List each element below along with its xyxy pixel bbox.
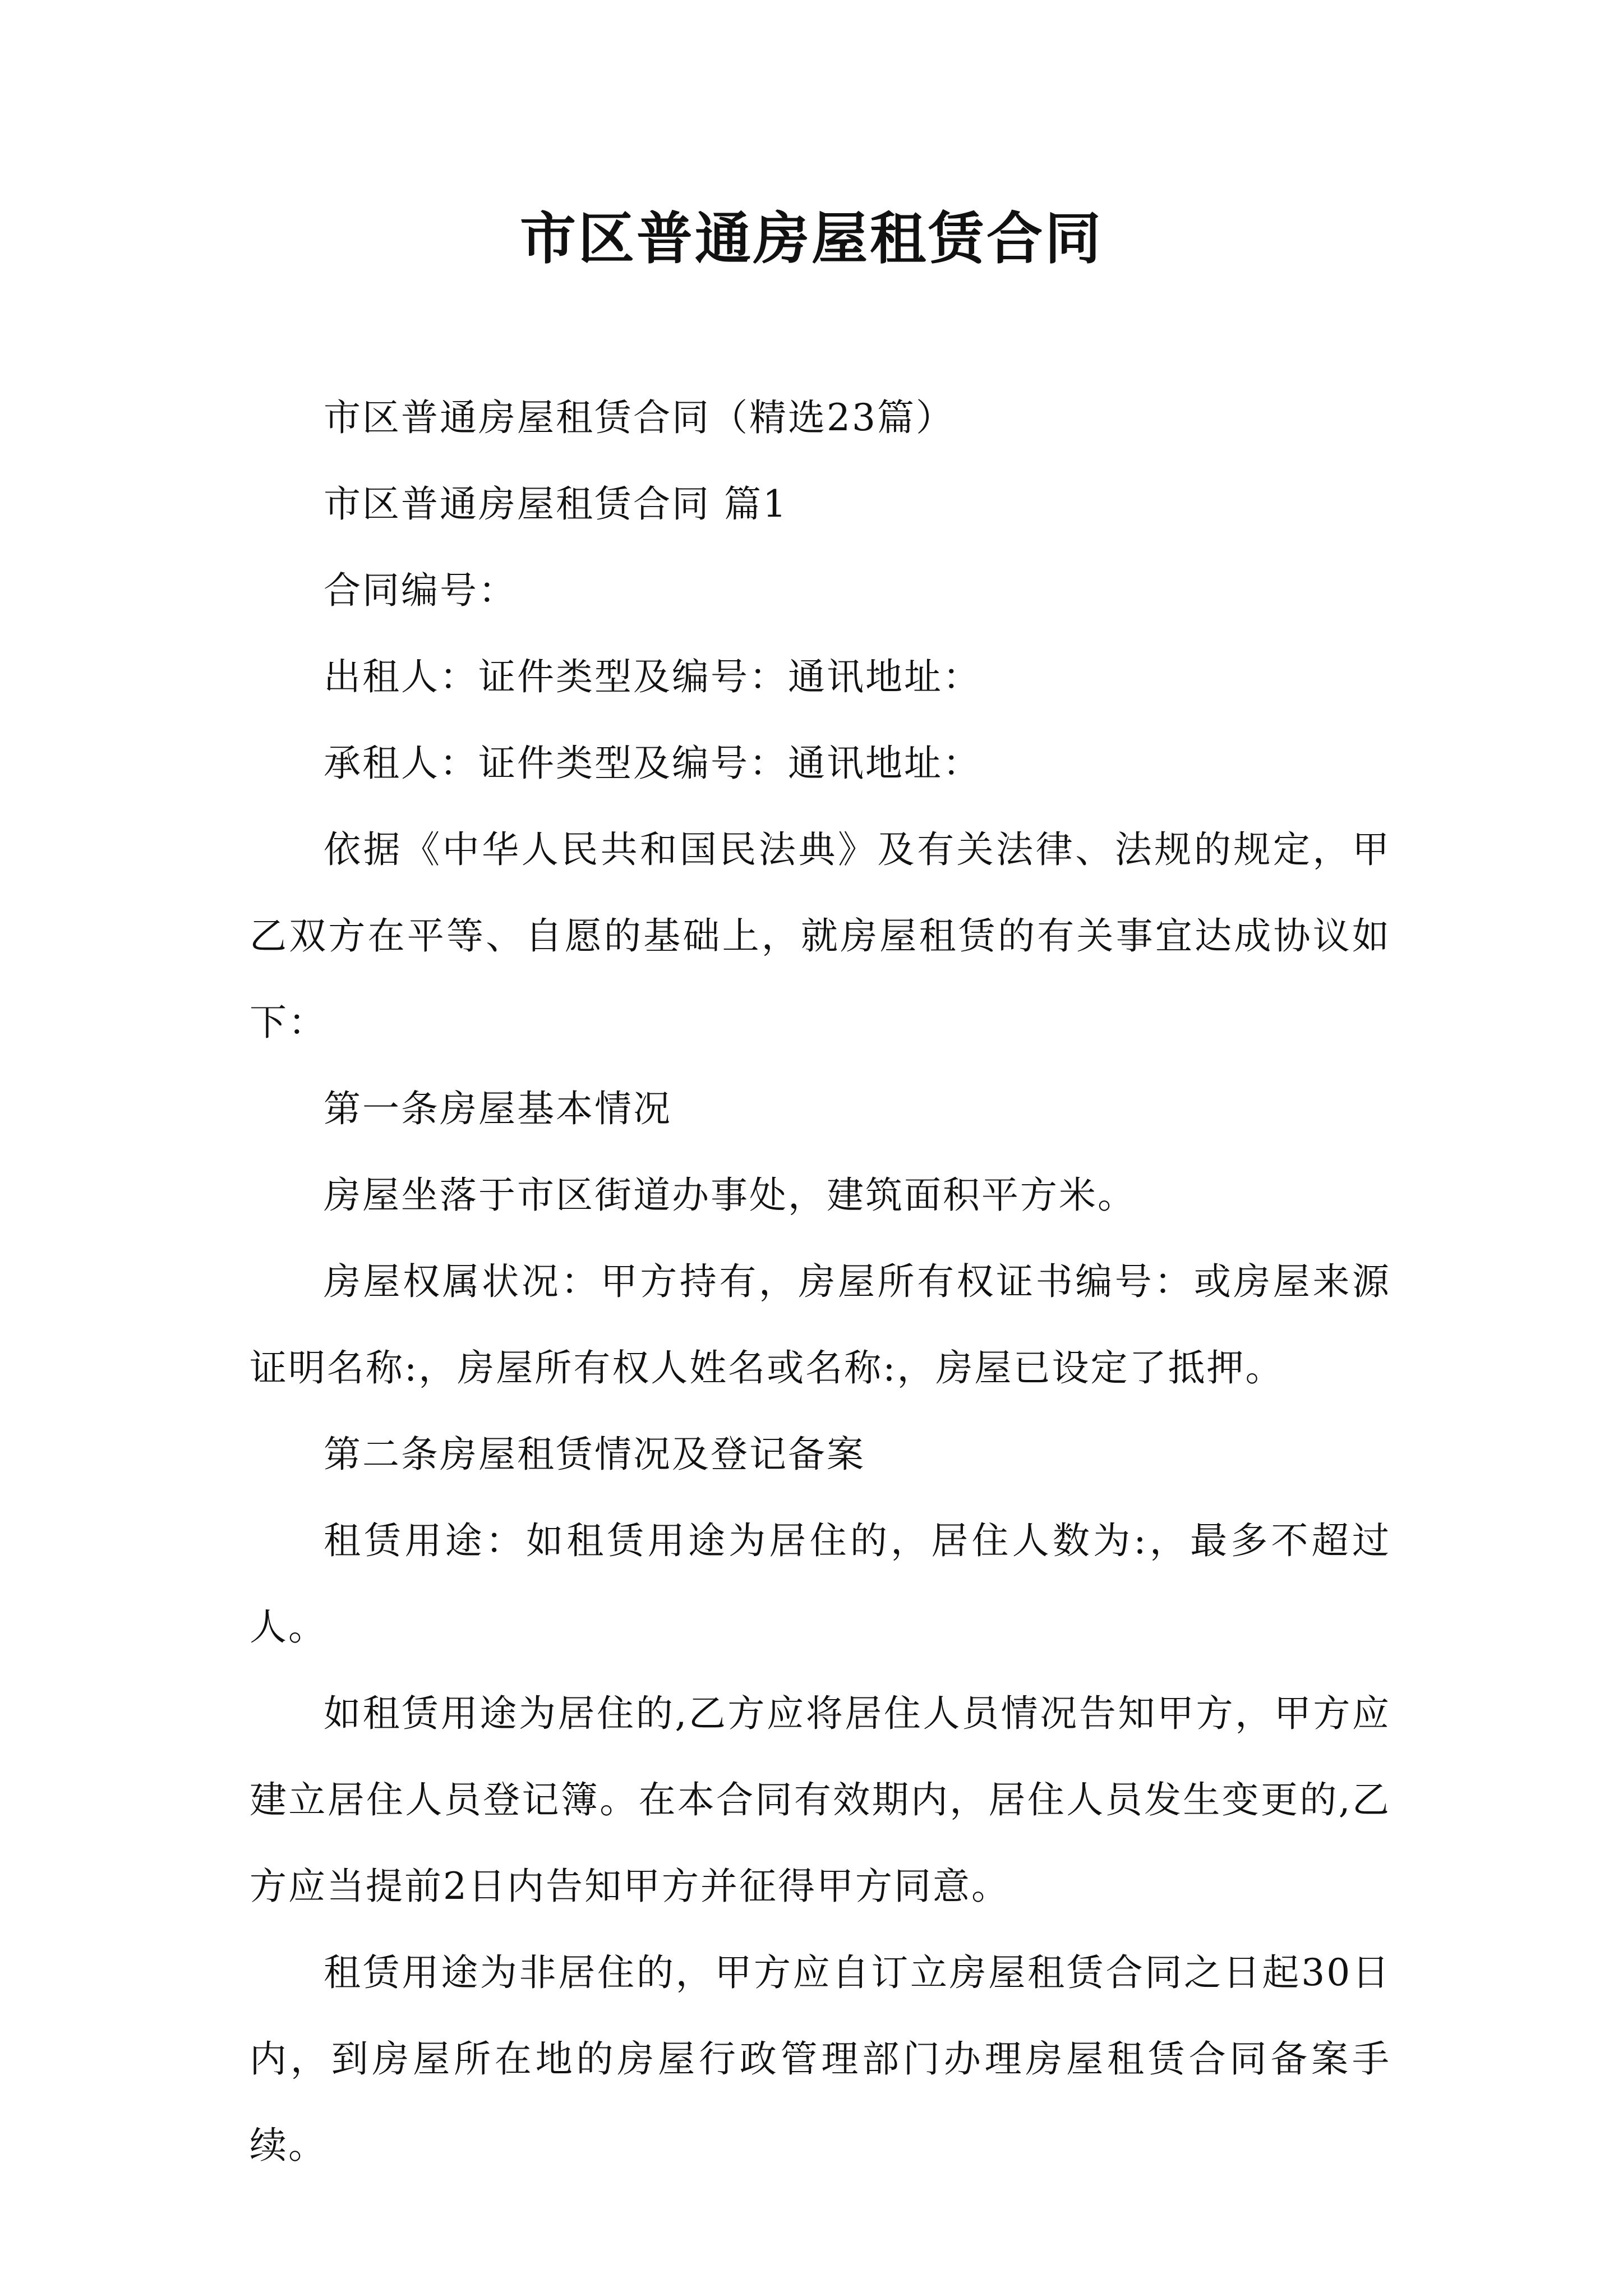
document-title: 市区普通房屋租赁合同	[520, 205, 1103, 272]
paragraph-collection-title: 市区普通房屋租赁合同（精选23篇）	[324, 396, 955, 439]
paragraph-rental-purpose: 租赁用途：如租赁用途为居住的，居住人数为:，最多不超过人。	[250, 1519, 1391, 1649]
paragraph-house-location: 房屋坐落于市区街道办事处，建筑面积平方米。	[324, 1174, 1136, 1217]
paragraph-legal-basis: 依据《中华人民共和国民法典》及有关法律、法规的规定，甲乙双方在平等、自愿的基础上，就房屋租赁的有关事宜达成协议如下：	[250, 828, 1391, 1044]
paragraph-article-1-heading: 第一条房屋基本情况	[324, 1087, 672, 1130]
paragraph-ownership-status: 房屋权属状况：甲方持有，房屋所有权证书编号：或房屋来源证明名称:，房屋所有权人姓名或名称:，房屋已设定了抵押。	[250, 1260, 1391, 1389]
paragraph-article-2-heading: 第二条房屋租赁情况及登记备案	[324, 1433, 865, 1476]
paragraph-section-title: 市区普通房屋租赁合同 篇1	[324, 482, 788, 526]
paragraph-contract-number: 合同编号：	[324, 569, 517, 612]
document-body	[250, 375, 1391, 2189]
paragraph-lessor: 出租人：证件类型及编号：通讯地址：	[324, 655, 981, 698]
paragraph-non-residential-filing: 租赁用途为非居住的，甲方应自订立房屋租赁合同之日起30日内，到房屋所在地的房屋行政管理部门办理房屋租赁合同备案手续。	[250, 1951, 1391, 2167]
paragraph-lessee: 承租人：证件类型及编号：通讯地址：	[324, 742, 981, 785]
paragraph-residents-registration: 如租赁用途为居住的,乙方应将居住人员情况告知甲方，甲方应建立居住人员登记簿。在本合同有效期内，居住人员发生变更的,乙方应当提前2日内告知甲方并征得甲方同意。	[250, 1692, 1391, 1908]
